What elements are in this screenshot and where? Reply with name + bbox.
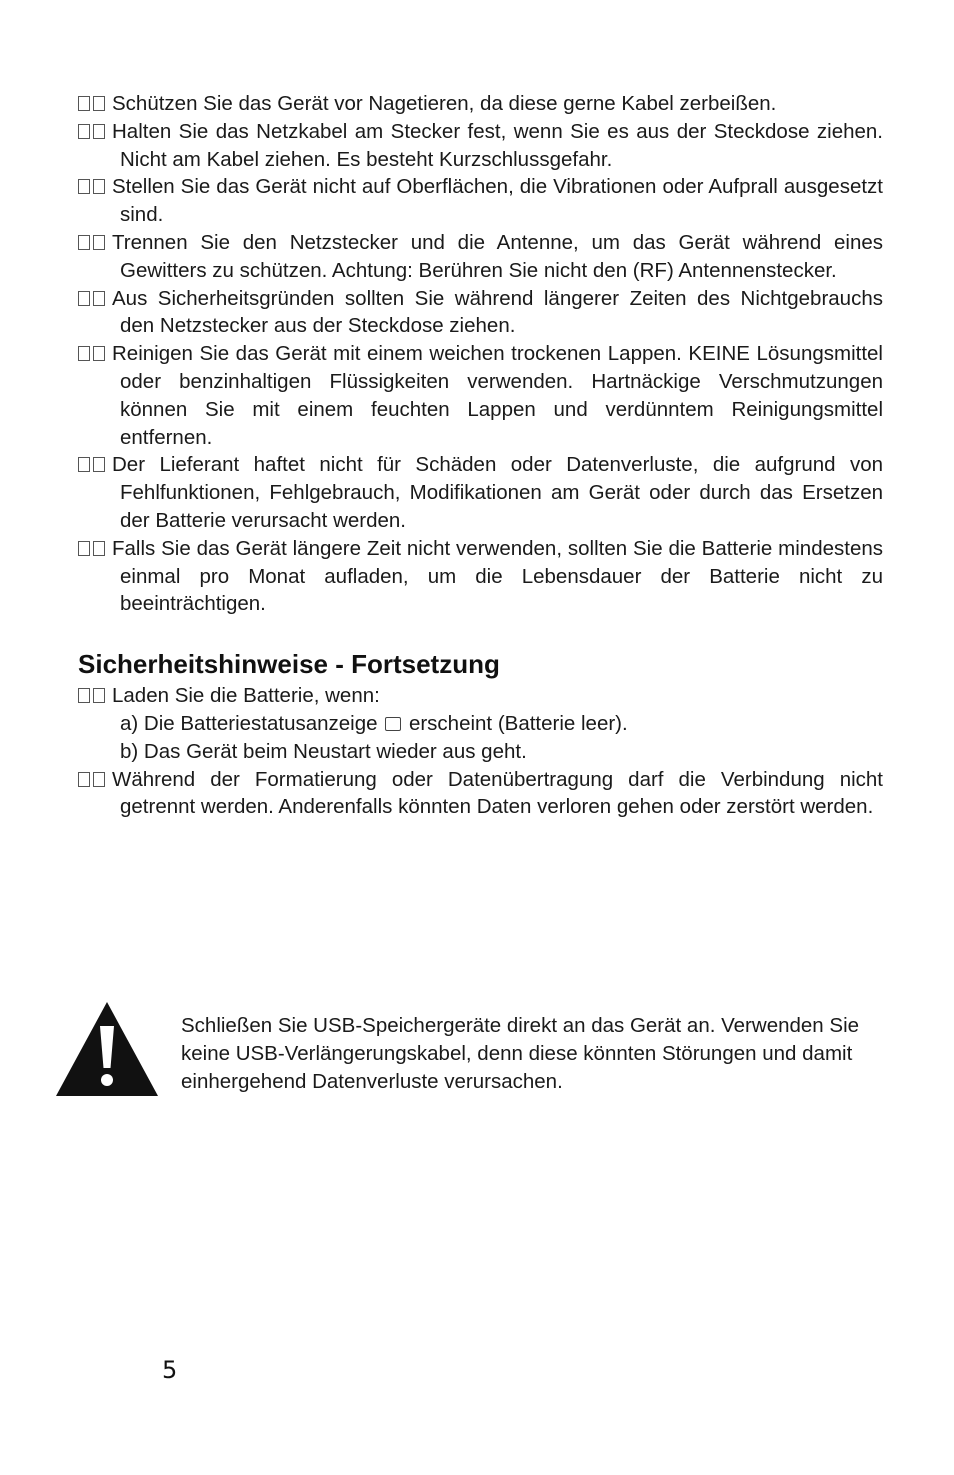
bullet-text: Stellen Sie das Gerät nicht auf Oberflächen, die Vibrationen oder Aufprall ausgesetzt sind. bbox=[112, 175, 883, 227]
bullet-formatting bbox=[78, 766, 883, 822]
document-body bbox=[78, 90, 883, 821]
bullet-text: Schützen Sie das Gerät vor Nagetieren, da diese gerne Kabel zerbeißen. bbox=[112, 92, 777, 115]
bullet-liability bbox=[78, 451, 883, 534]
bullet-charge-battery bbox=[78, 682, 883, 710]
bullet-unplug bbox=[78, 285, 883, 341]
bullet-text: Falls Sie das Gerät längere Zeit nicht verwenden, sollten Sie die Batterie mindestens einmal pro Monat aufladen, um die Lebensdauer der Batterie nicht zu beeinträchtigen. bbox=[112, 536, 883, 616]
bullet-text: Während der Formatierung oder Datenübertragung darf die Verbindung nicht getrennt werden. Anderenfalls könnten Daten verloren gehen oder zerstört werden. bbox=[112, 767, 883, 819]
battery-empty-icon bbox=[385, 717, 401, 731]
condition-a-text-before: a) Die Batteriestatusanzeige bbox=[120, 711, 378, 735]
bullet-marker bbox=[78, 229, 112, 257]
bullet-text: Trennen Sie den Netzstecker und die Antenne, um das Gerät während eines Gewitters zu schützen. Achtung: Berühren Sie nicht den (RF) Antennenstecker. bbox=[112, 230, 883, 282]
bullet-marker bbox=[78, 118, 112, 146]
condition-a-text-after: erscheint (Batterie leer). bbox=[408, 711, 628, 735]
bullet-marker bbox=[78, 766, 112, 794]
section-heading: Sicherheitshinweise - Fortsetzung bbox=[78, 649, 500, 680]
warning-block bbox=[54, 1000, 884, 1130]
warning-text: Schließen Sie USB-Speichergeräte direkt an das Gerät an. Verwenden Sie keine USB-Verlängerungskabel, denn diese könnten Störungen und damit einhergehend Datenverluste verursachen. bbox=[181, 1014, 860, 1093]
charge-condition-a bbox=[78, 710, 883, 738]
bullet-marker bbox=[78, 535, 112, 563]
bullet-text: Aus Sicherheitsgründen sollten Sie während längerer Zeiten des Nichtgebrauchs den Netzstecker aus der Steckdose ziehen. bbox=[112, 286, 883, 338]
bullet-text: Reinigen Sie das Gerät mit einem weichen trockenen Lappen. KEINE Lösungsmittel oder benzinhaltigen Flüssigkeiten verwenden. Hartnäckige Verschmutzungen können Sie mit einem feuchten Lappen und verdünntem Reinigungsmittel entfernen. bbox=[112, 342, 883, 449]
warning-triangle-icon bbox=[54, 1000, 160, 1098]
bullet-marker bbox=[78, 340, 112, 368]
bullet-text: Laden Sie die Batterie, wenn: bbox=[112, 684, 380, 708]
bullet-text: Der Lieferant haftet nicht für Schäden oder Datenverluste, die aufgrund von Fehlfunktionen, Fehlgebrauch, Modifikationen am Gerät oder durch das Ersetzen der Batterie verursacht werden. bbox=[112, 453, 883, 532]
bullet-marker bbox=[78, 451, 112, 479]
bullet-battery-maintenance bbox=[78, 535, 883, 618]
bullet-power-cable bbox=[78, 118, 883, 174]
page-number: 5 bbox=[162, 1356, 178, 1384]
bullet-vibration bbox=[78, 173, 883, 229]
bullet-rodents bbox=[78, 90, 883, 118]
charge-condition-b: b) Das Gerät beim Neustart wieder aus geht. bbox=[120, 739, 527, 763]
bullet-thunderstorm bbox=[78, 229, 883, 285]
bullet-cleaning bbox=[78, 340, 883, 451]
bullet-marker bbox=[78, 682, 112, 710]
bullet-marker bbox=[78, 90, 112, 118]
bullet-marker bbox=[78, 173, 112, 201]
bullet-text: Halten Sie das Netzkabel am Stecker fest, wenn Sie es aus der Steckdose ziehen. Nicht am Kabel ziehen. Es besteht Kurzschlussgefahr. bbox=[112, 119, 883, 171]
bullet-marker bbox=[78, 285, 112, 313]
